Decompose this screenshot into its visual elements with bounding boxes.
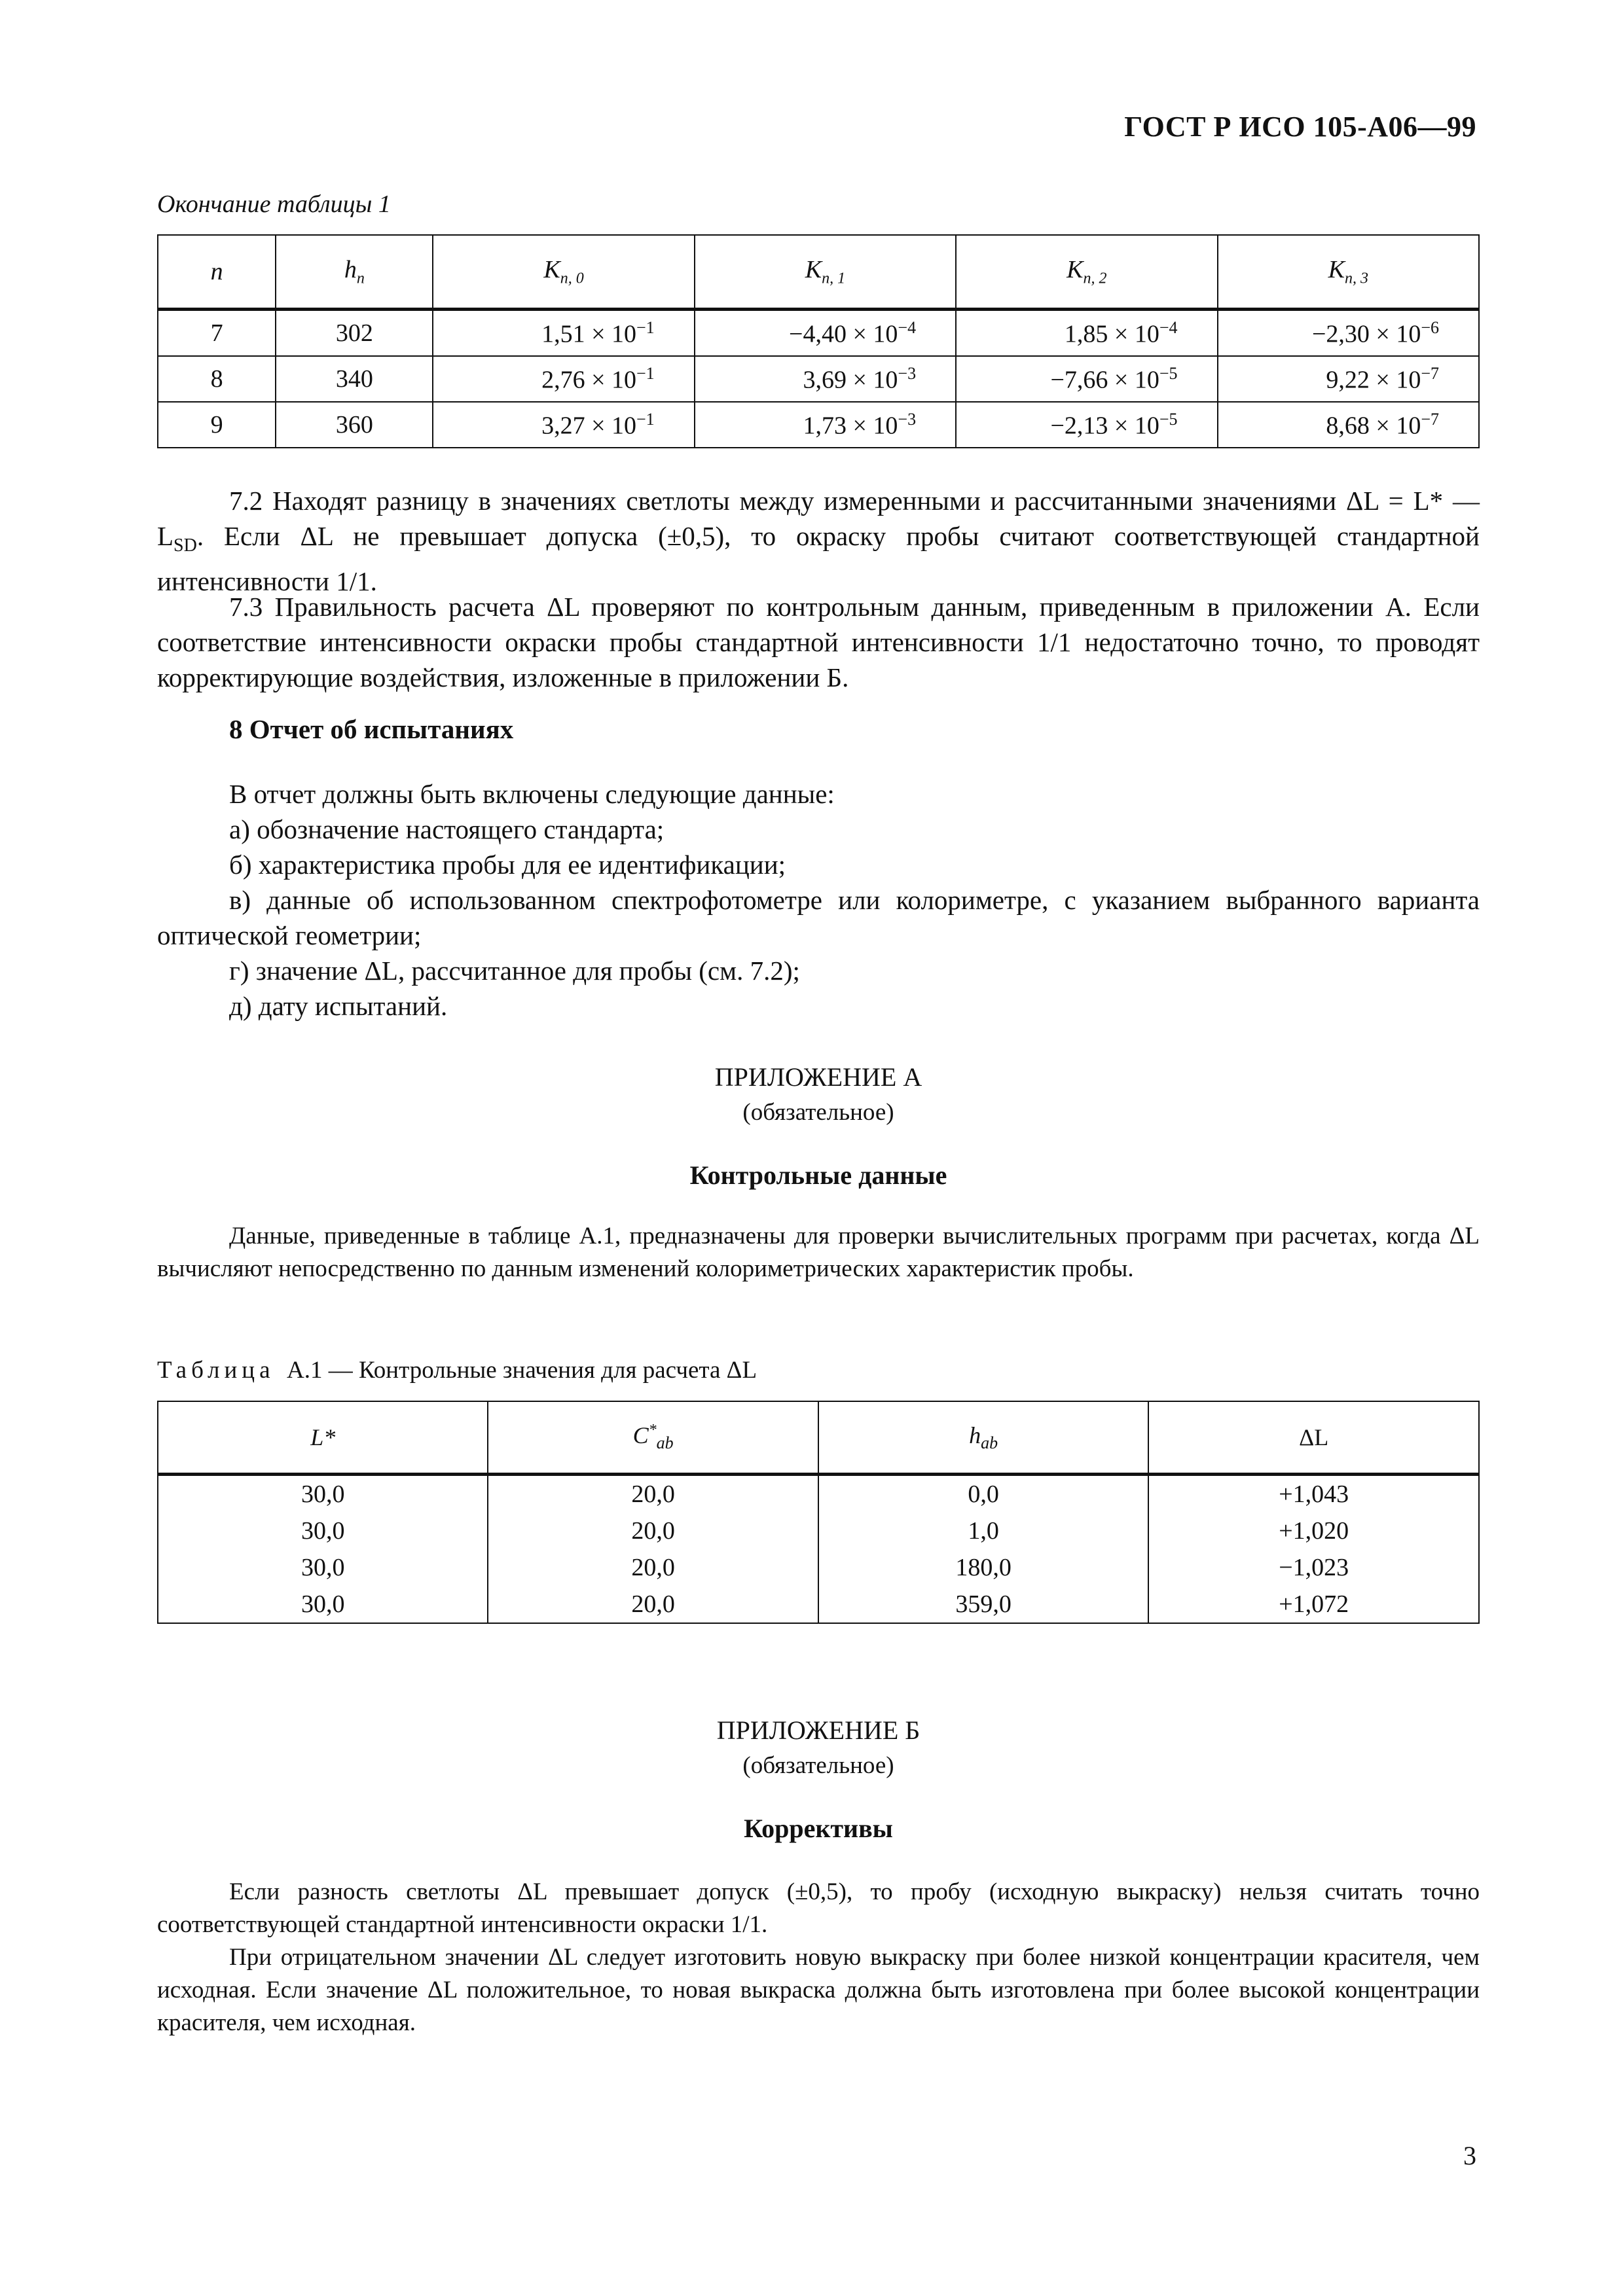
column-header-hue: $h_{ab}$ bbox=[818, 1401, 1149, 1475]
column-header-n: n bbox=[158, 235, 276, 310]
column-header-h: $h_n$ bbox=[276, 235, 433, 310]
section-8-heading: 8 Отчет об испытаниях bbox=[229, 714, 514, 744]
column-header-chroma: $C^*_{ab}$ bbox=[488, 1401, 818, 1475]
column-header-k2: $K_{n, 2}$ bbox=[956, 235, 1217, 310]
appendix-a-title: Контрольные данные bbox=[689, 1160, 947, 1190]
cell-chroma: 20,0 bbox=[488, 1513, 818, 1549]
page-number: 3 bbox=[1463, 2141, 1476, 2170]
cell-k0: $2,76 \times 10^{-1}$ bbox=[433, 356, 694, 402]
cell-k0: $1,51 \times 10^{-1}$ bbox=[433, 310, 694, 357]
control-values-table bbox=[157, 1401, 1480, 1624]
cell-k3: $-2,30 \times 10^{-6}$ bbox=[1218, 310, 1479, 357]
table-header-row bbox=[158, 1401, 1479, 1475]
table-row bbox=[158, 1475, 1479, 1513]
list-item: г) значение ΔL, рассчитанное для пробы (см. 7.2); bbox=[229, 956, 800, 986]
table-row bbox=[158, 402, 1479, 448]
table-row bbox=[158, 1513, 1479, 1549]
report-list bbox=[157, 776, 1480, 1024]
paragraph-7-3: 7.3 Правильность расчета ΔL проверяют по контрольным данным, приведенным в приложении А. Если соответствие интенсивности окраски пробы стандартной интенсивности 1/1 недостаточно точно, то проводят корректирующие воздействия, изложенные в приложении Б. bbox=[157, 592, 1480, 692]
standard-identifier: ГОСТ Р ИСО 105-А06—99 bbox=[1124, 111, 1476, 143]
table-row bbox=[158, 356, 1479, 402]
cell-lightness: 30,0 bbox=[158, 1475, 488, 1513]
table-row bbox=[158, 310, 1479, 357]
cell-k0: $3,27 \times 10^{-1}$ bbox=[433, 402, 694, 448]
list-item: в) данные об использованном спектрофотометре или колориметре, с указанием выбранного варианта оптической геометрии; bbox=[157, 885, 1480, 950]
paragraph-7-2: 7.2 Находят разницу в значениях светлоты между измеренными и рассчитанными значениями ΔL = L* — $L_{SD}$. Если ΔL не превышает допуска (±0,5), то окраску пробы считают соответствующей стандартной интенсивности 1/1. bbox=[157, 486, 1480, 597]
list-item: а) обозначение настоящего стандарта; bbox=[229, 814, 665, 844]
cell-k3: $8,68 \times 10^{-7}$ bbox=[1218, 402, 1479, 448]
coefficients-table bbox=[157, 234, 1480, 448]
list-item: д) дату испытаний. bbox=[229, 991, 448, 1021]
appendix-b-status: (обязательное) bbox=[742, 1752, 894, 1779]
column-header-k0: $K_{n, 0}$ bbox=[433, 235, 694, 310]
cell-k2: $-7,66 \times 10^{-5}$ bbox=[956, 356, 1217, 402]
cell-n: 8 bbox=[158, 356, 276, 402]
table-row bbox=[158, 1586, 1479, 1623]
column-header-k1: $K_{n, 1}$ bbox=[695, 235, 956, 310]
appendix-a-status: (обязательное) bbox=[742, 1099, 894, 1126]
cell-k2: $1,85 \times 10^{-4}$ bbox=[956, 310, 1217, 357]
column-header-delta-l: ΔL bbox=[1148, 1401, 1479, 1475]
cell-lightness: 30,0 bbox=[158, 1549, 488, 1586]
cell-chroma: 20,0 bbox=[488, 1586, 818, 1623]
cell-k1: $1,73 \times 10^{-3}$ bbox=[695, 402, 956, 448]
cell-n: 7 bbox=[158, 310, 276, 357]
table-row bbox=[158, 1549, 1479, 1586]
cell-delta-l: +1,072 bbox=[1148, 1586, 1479, 1623]
cell-delta-l: +1,020 bbox=[1148, 1513, 1479, 1549]
list-item: б) характеристика пробы для ее идентификации; bbox=[229, 850, 786, 880]
column-header-lightness: L* bbox=[158, 1401, 488, 1475]
cell-hue: 0,0 bbox=[818, 1475, 1149, 1513]
table-header-row bbox=[158, 235, 1479, 310]
cell-k2: $-2,13 \times 10^{-5}$ bbox=[956, 402, 1217, 448]
cell-chroma: 20,0 bbox=[488, 1475, 818, 1513]
cell-k3: $9,22 \times 10^{-7}$ bbox=[1218, 356, 1479, 402]
cell-delta-l: +1,043 bbox=[1148, 1475, 1479, 1513]
cell-chroma: 20,0 bbox=[488, 1549, 818, 1586]
appendix-b-title: Коррективы bbox=[744, 1814, 893, 1843]
cell-n: 9 bbox=[158, 402, 276, 448]
cell-lightness: 30,0 bbox=[158, 1513, 488, 1549]
cell-h: 302 bbox=[276, 310, 433, 357]
cell-h: 340 bbox=[276, 356, 433, 402]
cell-hue: 1,0 bbox=[818, 1513, 1149, 1549]
appendix-b-paragraph-2: При отрицательном значении ΔL следует изготовить новую выкраску при более низкой концентрации красителя, чем исходная. Если значение ΔL положительное, то новая выкраска должна быть изготовлена при более высокой концентрации красителя, чем исходная. bbox=[157, 1944, 1480, 2036]
table-a1-caption: Таблица А.1 — Контрольные значения для расчета ΔL bbox=[157, 1357, 757, 1384]
cell-hue: 180,0 bbox=[818, 1549, 1149, 1586]
appendix-a-label: ПРИЛОЖЕНИЕ А bbox=[714, 1062, 922, 1092]
appendix-b-label: ПРИЛОЖЕНИЕ Б bbox=[716, 1715, 921, 1745]
column-header-k3: $K_{n, 3}$ bbox=[1218, 235, 1479, 310]
appendix-b-paragraph-1: Если разность светлоты ΔL превышает допуск (±0,5), то пробу (исходную выкраску) нельзя считать точно соответствующей стандартной интенсивности окраски 1/1. bbox=[157, 1878, 1480, 1938]
cell-k1: $-4,40 \times 10^{-4}$ bbox=[695, 310, 956, 357]
cell-lightness: 30,0 bbox=[158, 1586, 488, 1623]
cell-h: 360 bbox=[276, 402, 433, 448]
appendix-a-text: Данные, приведенные в таблице А.1, предназначены для проверки вычислительных программ при расчетах, когда ΔL вычисляют непосредственно по данным изменений колориметрических характеристик пробы. bbox=[157, 1223, 1480, 1282]
report-intro: В отчет должны быть включены следующие данные: bbox=[229, 779, 835, 809]
table1-caption: Окончание таблицы 1 bbox=[157, 190, 391, 218]
cell-k1: $3,69 \times 10^{-3}$ bbox=[695, 356, 956, 402]
cell-hue: 359,0 bbox=[818, 1586, 1149, 1623]
cell-delta-l: −1,023 bbox=[1148, 1549, 1479, 1586]
